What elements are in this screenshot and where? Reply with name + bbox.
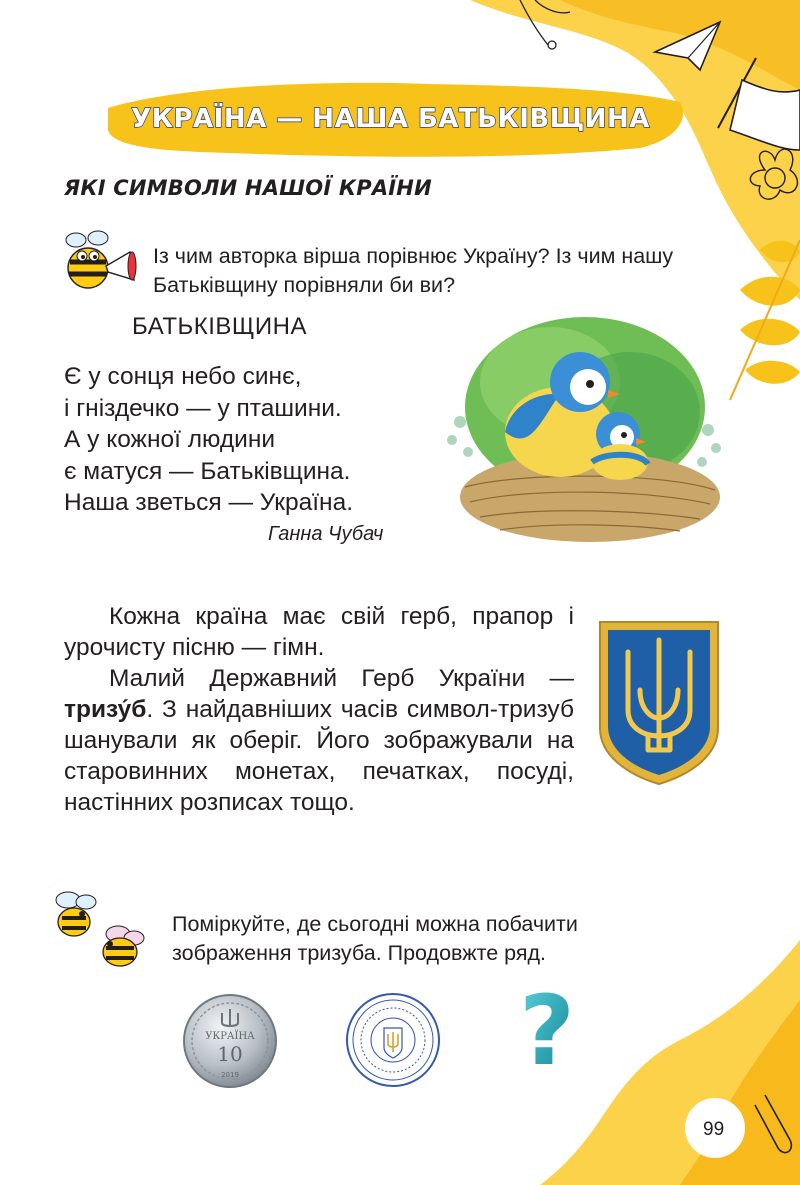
poem-title: БАТЬКІВЩИНА: [132, 313, 308, 340]
poem-line: є матуся — Батьківщина.: [64, 457, 351, 485]
coin-value: 10: [217, 1042, 243, 1066]
poem-line: Наша зветься — Україна.: [64, 489, 354, 516]
question-text: Із чим авторка вірша порівнює Україну? Із чим нашу Батьківщину порівняли би ви?: [153, 244, 674, 297]
bee-megaphone-icon: [64, 230, 138, 292]
coin-word: УКРАЇНА: [205, 1031, 255, 1042]
question-mark-icon: [510, 982, 584, 1076]
paragraph-2: [64, 663, 574, 818]
paragraph-1: Кожна країна має свій герб, прапор і урочисту пісню — гімн.: [64, 603, 574, 661]
coat-of-arms-paragraph: [64, 601, 574, 818]
paragraph-2-start: Малий Державний Герб України —: [109, 665, 574, 692]
coin-year: 2019: [221, 1071, 239, 1079]
birds-nest-illustration: [440, 312, 730, 550]
page-number: 99: [703, 1119, 725, 1140]
trident-term: тризу́б: [64, 696, 147, 723]
paragraph-2-end: . З найдавніших часів символ-тризуб шанували як оберіг. Його зображували на старовинних монетах, печатках, посуді, настінних розписах тощо.: [64, 696, 574, 816]
stamp-icon: [342, 990, 444, 1090]
coat-of-arms-icon: [596, 618, 722, 786]
poem-line: А у кожної людини: [64, 426, 276, 453]
task-text: Поміркуйте, де сьогодні можна побачити зображення тризуба. Продовжте ряд.: [172, 912, 578, 965]
bees-icon: [48, 888, 148, 970]
poem-body: [64, 361, 353, 519]
question-mark-glyph: ?: [519, 982, 575, 1076]
coin-icon: [182, 993, 278, 1089]
poem-author: Ганна Чубач: [268, 523, 384, 545]
section-heading: ЯКІ СИМВОЛИ НАШОЇ КРАЇНИ: [64, 176, 432, 200]
poem-line: Є у сонця небо синє,: [64, 363, 302, 390]
poem-line: і гніздечко — у пташини.: [64, 394, 342, 422]
page-title: УКРАЇНА — НАША БАТЬКІВЩИНА: [131, 104, 650, 134]
